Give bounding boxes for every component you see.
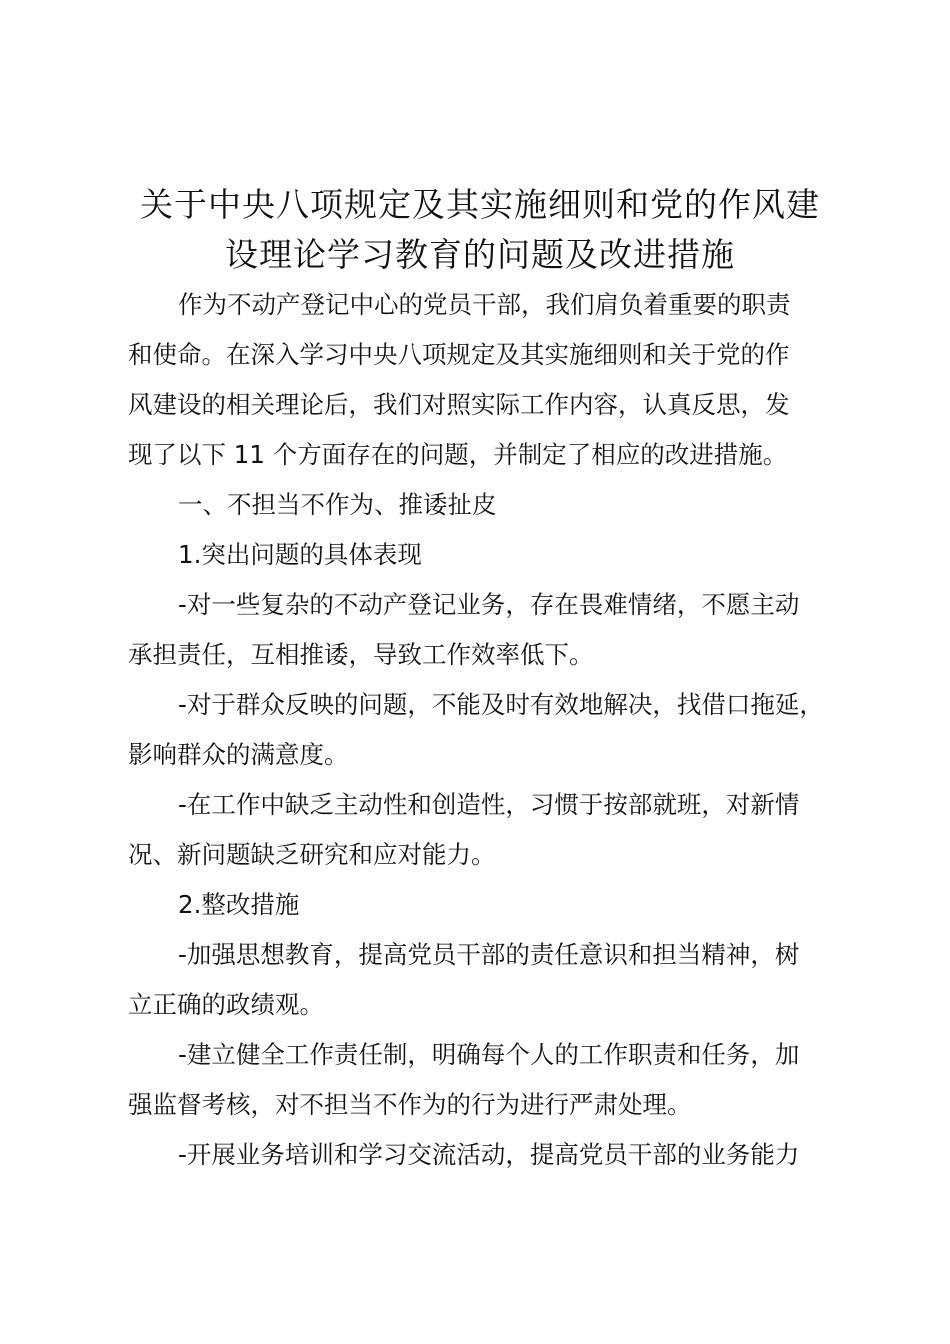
measure-item-2-line-2: 强监督考核，对不担当不作为的行为进行严肃处理。: [128, 1090, 692, 1119]
measure-item-2-line-1: -建立健全工作责任制，明确每个人的工作职责和任务，加: [178, 1040, 800, 1069]
subsection-heading-problems: 1.突出问题的具体表现: [178, 540, 422, 569]
problem-item-2-line-1: -对于群众反映的问题，不能及时有效地解决，找借口拖延，: [178, 690, 824, 719]
document-title-line-1: 关于中央八项规定及其实施细则和党的作风建: [140, 185, 820, 224]
measure-item-3-line-1: -开展业务培训和学习交流活动，提高党员干部的业务能力: [178, 1140, 800, 1169]
problem-item-2-line-2: 影响群众的满意度。: [128, 740, 349, 769]
problem-item-3-line-2: 况、新问题缺乏研究和应对能力。: [128, 840, 496, 869]
document-title-line-2: 设理论学习教育的问题及改进措施: [225, 235, 735, 274]
paragraph-intro-line-3: 风建设的相关理论后，我们对照实际工作内容，认真反思，发: [128, 390, 790, 419]
section-heading-1: 一、不担当不作为、推诿扯皮: [178, 490, 497, 519]
paragraph-intro-line-4: 现了以下 11 个方面存在的问题，并制定了相应的改进措施。: [128, 440, 788, 469]
problem-item-1-line-2: 承担责任，互相推诿，导致工作效率低下。: [128, 640, 594, 669]
measure-item-1-line-2: 立正确的政绩观。: [128, 990, 324, 1019]
subsection-heading-measures: 2.整改措施: [178, 890, 300, 919]
paragraph-intro-line-2: 和使命。在深入学习中央八项规定及其实施细则和关于党的作: [128, 340, 790, 369]
document-body: [128, 280, 863, 1180]
measure-item-1-line-1: -加强思想教育，提高党员干部的责任意识和担当精神，树: [178, 940, 800, 969]
problem-item-1-line-1: -对一些复杂的不动产登记业务，存在畏难情绪，不愿主动: [178, 590, 800, 619]
paragraph-intro-line-1: 作为不动产登记中心的党员干部，我们肩负着重要的职责: [178, 290, 791, 319]
problem-item-3-line-1: -在工作中缺乏主动性和创造性，习惯于按部就班，对新情: [178, 790, 800, 819]
